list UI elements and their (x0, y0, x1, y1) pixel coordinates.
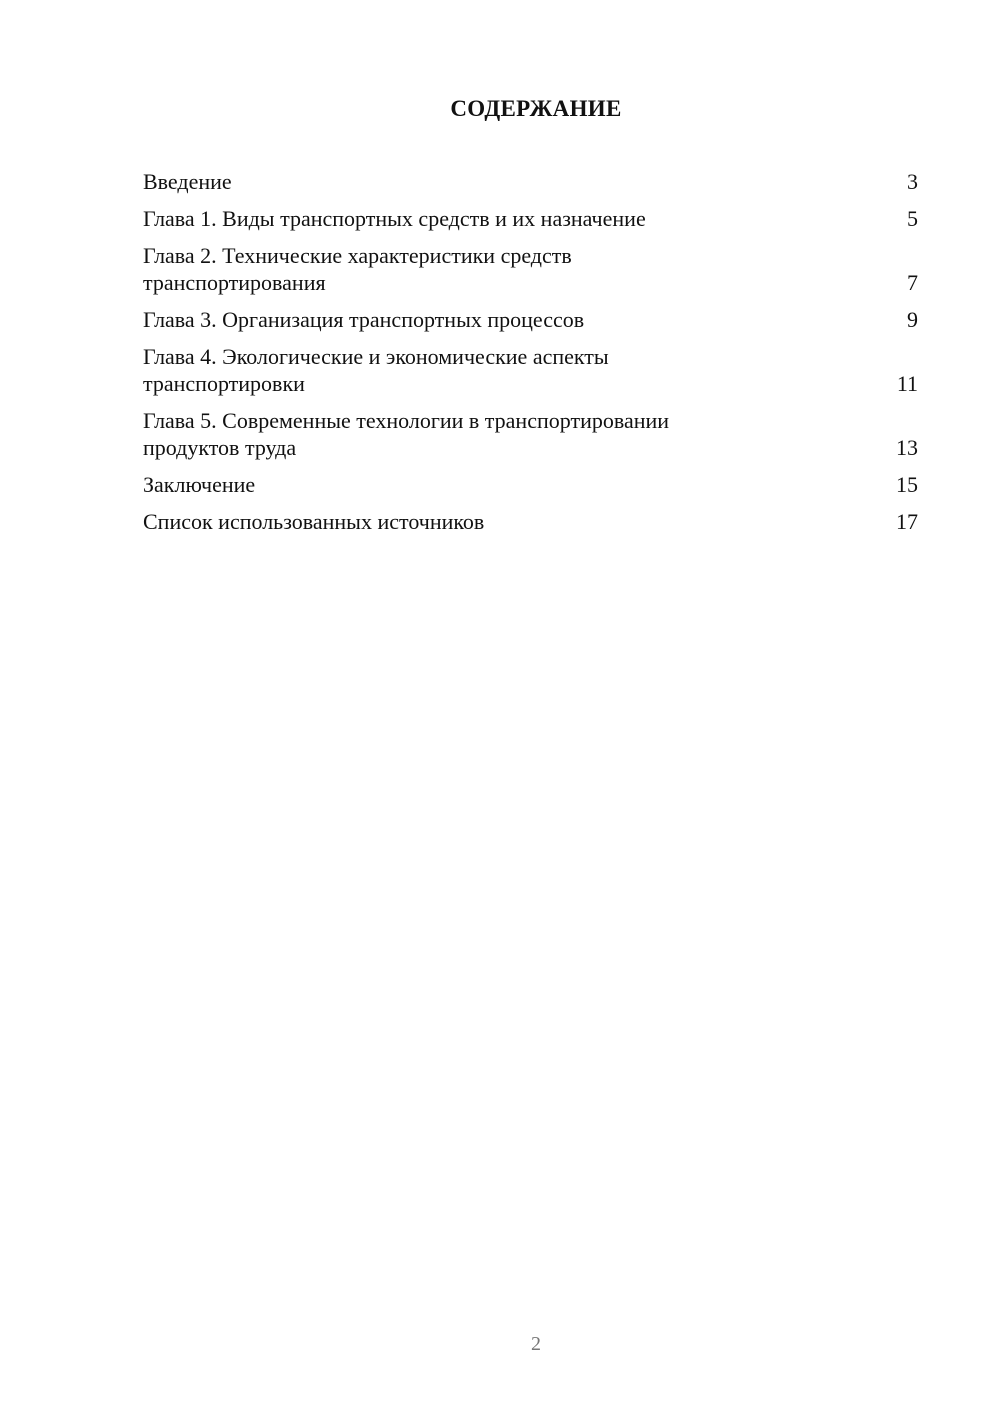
toc-entry-text: Глава 3. Организация транспортных процессов (143, 307, 585, 332)
toc-entry-chapter-1 (143, 205, 918, 232)
table-of-contents (143, 168, 918, 545)
toc-entry-page: 15 (896, 472, 918, 497)
page-title: СОДЕРЖАНИЕ (450, 96, 622, 121)
toc-entry-text: Глава 5. Современные технологии в транспортировании продуктов труда (143, 408, 670, 460)
toc-entry-chapter-4 (143, 343, 918, 397)
toc-entry-chapter-2 (143, 242, 918, 296)
toc-entry-chapter-5 (143, 407, 918, 461)
toc-entry-text: Глава 2. Технические характеристики средств транспортирования (143, 243, 572, 295)
toc-entry-page: 9 (907, 307, 918, 332)
toc-entry-references (143, 508, 918, 535)
toc-entry-text: Глава 1. Виды транспортных средств и их назначение (143, 206, 646, 231)
toc-entry-page: 5 (907, 206, 918, 231)
toc-entry-page: 11 (896, 371, 918, 396)
toc-entry-page: 13 (896, 435, 918, 460)
toc-entry-text: Введение (143, 169, 232, 194)
toc-entry-text: Глава 4. Экологические и экономические аспекты транспортировки (143, 344, 609, 396)
toc-entry-chapter-3 (143, 306, 918, 333)
toc-entry-text: Заключение (143, 472, 256, 497)
toc-entry-text: Список использованных источников (143, 509, 485, 534)
toc-entry-page: 7 (907, 270, 918, 295)
toc-entry-conclusion (143, 471, 918, 498)
toc-entry-introduction (143, 168, 918, 195)
page-number: 2 (531, 1333, 541, 1355)
toc-entry-page: 3 (907, 169, 918, 194)
toc-entry-page: 17 (896, 509, 918, 534)
